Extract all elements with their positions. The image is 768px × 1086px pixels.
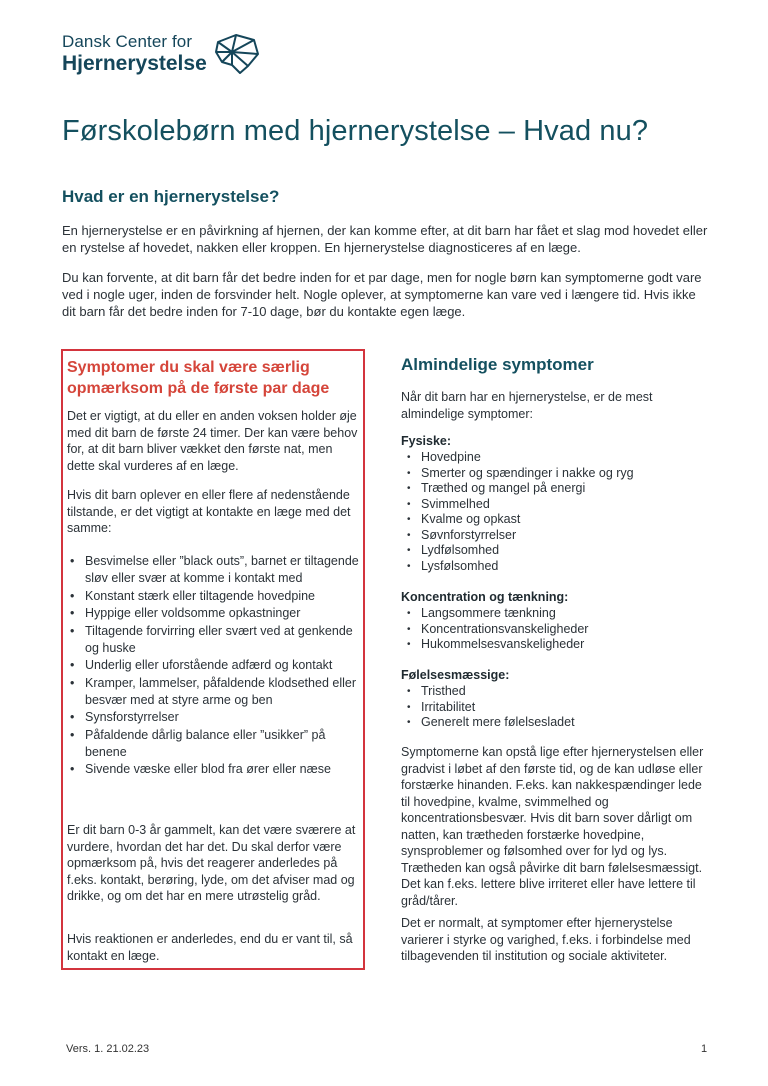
list-item: • Hovedpine xyxy=(401,450,713,466)
cognitive-list xyxy=(401,606,713,653)
physical-list xyxy=(401,450,713,574)
logo-line-2: Hjernerystelse xyxy=(62,52,207,75)
emotional-label: Følelsesmæssige: xyxy=(401,668,510,682)
list-item: • Irritabilitet xyxy=(401,700,713,716)
list-item: • Kvalme og opkast xyxy=(401,512,713,528)
warning-paragraph-4: Hvis reaktionen er anderledes, end du er vant til, så kontakt en læge. xyxy=(67,932,353,963)
list-item: • Underlig eller uforstående adfærd og kontakt xyxy=(67,657,359,674)
common-intro: Når dit barn har en hjernerystelse, er de mest almindelige symptomer: xyxy=(401,390,653,421)
list-item: • Langsommere tænkning xyxy=(401,606,713,622)
section-heading: Hvad er en hjernerystelse? xyxy=(62,187,280,206)
list-item: • Tiltagende forvirring eller svært ved at genkende og huske xyxy=(67,623,359,657)
intro-paragraph-2: Du kan forvente, at dit barn får det bedre inden for et par dage, men for nogle børn kan symptomerne godt vare ved i nogle uger, inden de forsvinder helt. Nogle oplever, at symptomerne kan vare ved i længere tid. Hvis ikke dit barn får det bedre inden for 7-10 dage, bør du kontakte egen læge. xyxy=(62,270,702,319)
list-item: • Tristhed xyxy=(401,684,713,700)
list-item: • Lydfølsomhed xyxy=(401,543,713,559)
warning-symptom-list xyxy=(67,553,359,779)
list-item: • Træthed og mangel på energi xyxy=(401,481,713,497)
list-item: • Besvimelse eller ”black outs”, barnet er tiltagende sløv eller svær at komme i kontakt med xyxy=(67,553,359,587)
warning-paragraph-3: Er dit barn 0-3 år gammelt, kan det være sværere at vurdere, hvordan det har det. Du skal derfor være opmærksom på, hvis det reagerer anderledes på f.eks. kontakt, berøring, lyde, om det afviser mad og drikke, og om det har en mere utrøstelig gråd. xyxy=(67,823,356,903)
warning-paragraph-1: Det er vigtigt, at du eller en anden voksen holder øje med dit barn de første 24 timer. Der kan være behov for, at dit barn bliver vækket den første nat, men dette skal vurderes af en læge. xyxy=(67,409,358,473)
list-item: • Koncentrationsvanskeligheder xyxy=(401,622,713,638)
physical-label: Fysiske: xyxy=(401,434,452,448)
intro-paragraph-1: En hjernerystelse er en påvirkning af hjernen, der kan komme efter, at dit barn har fået et slag mod hovedet eller en rystelse af hovedet, nakken eller kroppen. En hjernerystelse diagnosticeres af en læge. xyxy=(62,223,708,255)
common-paragraph-1: Symptomerne kan opstå lige efter hjernerystelsen eller gradvist i løbet af den første tid, og de kan udløse eller forstærke hinanden. F.eks. kan nakkespændinger lede til hovedpine, kvalme, svimmelhed og koncentrationsbesvær. Hvis dit barn sover dårligt om natten, kan trætheden forstærke hovedpine, synsproblemer og følsomhed over for lyd og lys. Trætheden kan også påvirke dit barn følelsesmæssigt. Det kan f.eks. lettere blive irriteret eller have lettere til gråd/tårer. xyxy=(401,745,704,908)
common-paragraph-2: Det er normalt, at symptomer efter hjernerystelse varierer i styrke og varighed, f.eks. i forbindelse med tilbagevenden til institution og sociale aktiviteter. xyxy=(401,916,691,963)
list-item: • Hukommelsesvanskeligheder xyxy=(401,637,713,653)
list-item: • Smerter og spændinger i nakke og ryg xyxy=(401,466,713,482)
common-symptoms-heading: Almindelige symptomer xyxy=(401,355,594,374)
list-item: • Søvnforstyrrelser xyxy=(401,528,713,544)
emotional-list xyxy=(401,684,713,731)
logo-line-1: Dansk Center for xyxy=(62,32,193,51)
list-item: • Hyppige eller voldsomme opkastninger xyxy=(67,605,359,622)
list-item: • Kramper, lammelser, påfaldende klodsethed eller besvær med at styre arme og ben xyxy=(67,675,359,709)
warning-paragraph-2: Hvis dit barn oplever en eller flere af nedenstående tilstande, er det vigtigt at kontakte en læge med det samme: xyxy=(67,488,351,535)
logo xyxy=(62,32,207,76)
list-item: • Konstant stærk eller tiltagende hovedpine xyxy=(67,588,359,605)
version-label: Vers. 1. 21.02.23 xyxy=(66,1043,150,1055)
brain-logo-icon xyxy=(212,32,260,76)
list-item: • Lysfølsomhed xyxy=(401,559,713,575)
list-item: • Generelt mere følelsesladet xyxy=(401,715,713,731)
list-item: • Sivende væske eller blod fra ører eller næse xyxy=(67,761,359,778)
list-item: • Synsforstyrrelser xyxy=(67,709,359,726)
list-item: • Påfaldende dårlig balance eller ”usikker” på benene xyxy=(67,727,359,761)
page-number: 1 xyxy=(701,1043,708,1055)
list-item: • Svimmelhed xyxy=(401,497,713,513)
warning-box-heading: Symptomer du skal være særlig opmærksom på de første par dage xyxy=(67,359,330,397)
page-title: Førskolebørn med hjernerystelse – Hvad nu? xyxy=(62,115,649,147)
cognitive-label: Koncentration og tænkning: xyxy=(401,590,569,604)
